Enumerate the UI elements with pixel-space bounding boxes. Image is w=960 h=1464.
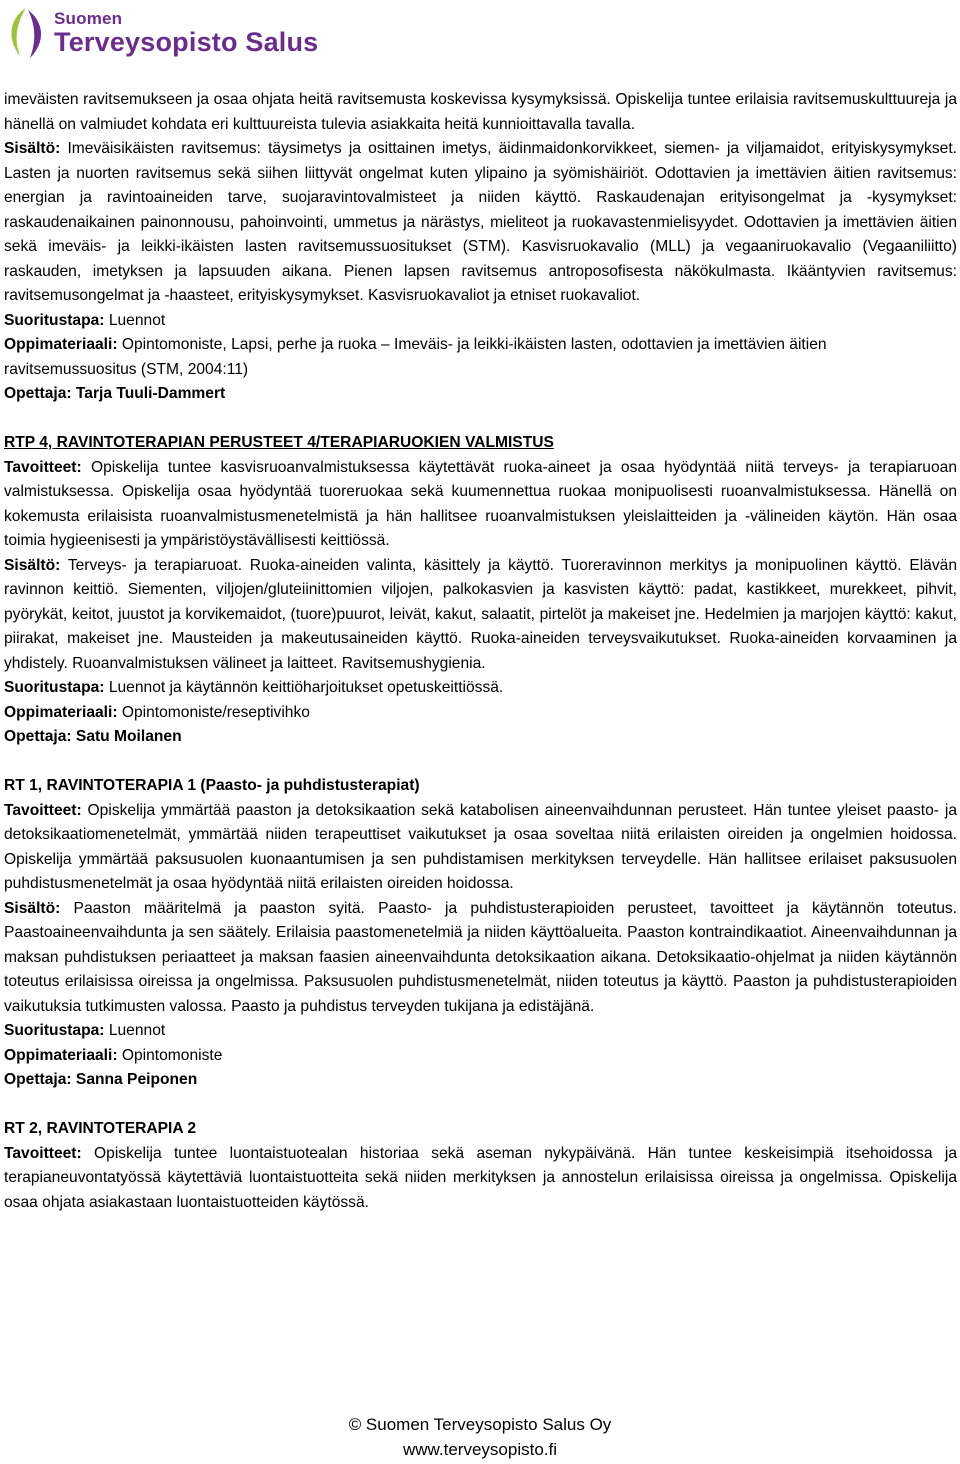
intro-sisalto	[4, 137, 957, 309]
footer	[0, 1412, 960, 1462]
oppimateriaali-text: Opintomoniste, Lapsi, perhe ja ruoka – Imeväis- ja leikki-ikäisten lasten, odottavien ja imettävien äitien ravitsemussuositus (STM, 2004:11)	[4, 336, 827, 378]
intro-suoritustapa	[4, 309, 957, 334]
rt1-suoritustapa	[4, 1019, 957, 1044]
sisalto-label: Sisältö:	[4, 556, 61, 574]
tavoitteet-label: Tavoitteet:	[4, 458, 82, 476]
logo-line-1: Suomen	[54, 9, 123, 28]
suoritustapa-label: Suoritustapa:	[4, 311, 105, 329]
tavoitteet-label: Tavoitteet:	[4, 1144, 82, 1162]
logo-line-2: Terveysopisto Salus	[54, 27, 319, 57]
oppimateriaali-text: Opintomoniste	[117, 1046, 223, 1064]
sisalto-text: Terveys- ja terapiaruoat. Ruoka-aineiden valinta, käsittely ja käyttö. Tuoreravinnon merkitys ja monipuolinen käyttö. Elävän ravinnon keittiö. Siementen, viljojen/gluteiinittomien viljojen, palkokasvien ja kasvisten käyttö: padat, kastikkeet, murekkeet, pihvit, pyörykät, keitot, juustot ja korvikemaidot, (tuore)puurot, leivät, kakut, salaatit, pirtelöt ja makeiset jne. Hedelmien ja marjojen käyttö: kakut, piirakat, makeiset jne. Mausteiden ja makeutusaineiden käyttö. Ruoka-aineiden terveysvaikutukset. Ruoka-aineiden korvaaminen ja yhdistely. Ruoanvalmistuksen välineet ja laitteet. Ravitsemushygienia.	[4, 556, 957, 672]
rt2-title: RT 2, RAVINTOTERAPIA 2	[4, 1120, 197, 1137]
tavoitteet-text: Opiskelija tuntee kasvisruoanvalmistuksessa käytettävät ruoka-aineet ja osaa hyödyntää niitä terveys- ja terapiaruoan valmistuksessa. Opiskelija osaa hyödyntää tuoreruokaa sekä kuumennettua ruokaa monipuolisesti ruoanvalmistuksessa. Hänellä on kokemusta erilaisista ruoanvalmistusmenetelmistä ja hän hallitsee ruoanvalmistuksen yleislaitteiden ja -välineiden käytön. Hän osaa toimia hygieenisesti ja ympäristöystävällisesti keittiössä.	[4, 458, 957, 549]
suoritustapa-label: Suoritustapa:	[4, 1022, 105, 1039]
footer-url[interactable]: www.terveysopisto.fi	[403, 1440, 557, 1459]
intro-opettaja: Opettaja: Tarja Tuuli-Dammert	[4, 385, 226, 402]
sisalto-text: Paaston määritelmä ja paaston syitä. Paasto- ja puhdistusterapioiden perusteet, tavoitteet ja käytännön toteutus. Paastoaineenvaihdunta ja sen säätely. Erilaisia paastomenetelmiä ja niiden käyttöalueita. Paaston kontraindikaatiot. Aineenvaihdunnan ja maksan puhdistuksen periaatteet ja maksan faasien aineenvaihdunta detoksikaation aikana. Detoksikaatio-ohjelmat ja niiden käytännön toteutus erilaisissa oireissa ja ongelmissa. Paksusuolen puhdistusmenetelmät, niiden toteutus ja käyttö. Paaston ja puhdistusterapioiden vaikutuksia tutkimusten valossa. Paasto ja puhdistus terveyden tukijana ja edistäjänä.	[4, 899, 957, 1015]
rtp4-suoritustapa	[4, 676, 957, 701]
rt1-sisalto	[4, 897, 957, 1020]
sisalto-label: Sisältö:	[4, 899, 61, 917]
suoritustapa-text: Luennot	[104, 1022, 166, 1039]
rt1-title: RT 1, RAVINTOTERAPIA 1 (Paasto- ja puhdistusterapiat)	[4, 777, 420, 794]
document-body	[4, 88, 957, 1215]
rt1-oppimateriaali	[4, 1044, 957, 1069]
rt1-tavoitteet	[4, 799, 957, 897]
intro-oppimateriaali	[4, 333, 957, 382]
sisalto-label: Sisältö:	[4, 140, 61, 157]
oppimateriaali-label: Oppimateriaali:	[4, 703, 118, 721]
suoritustapa-text: Luennot	[104, 311, 166, 329]
oppimateriaali-label: Oppimateriaali:	[4, 336, 118, 353]
intro-paragraph: imeväisten ravitsemukseen ja osaa ohjata heitä ravitsemusta koskevissa kysymyksissä. Opiskelija tuntee erilaisia ravitsemuskulttuureja ja hänellä on valmiudet kohdata eri kulttuureista tulevia asiakkaita heitä kunnioittavalla tavalla.	[4, 91, 957, 133]
suoritustapa-text: Luennot ja käytännön keittiöharjoitukset opetuskeittiössä.	[104, 679, 504, 696]
tavoitteet-text: Opiskelija tuntee luontaistuotealan historiaa sekä aseman nykypäivänä. Hän tuntee keskeisimpiä itsehoidossa ja terapianeuvontatyössä käytettäviä luontaistuotteita sekä niiden merkityksen ja annostelun erilaisissa oireissa ja ongelmissa. Opiskelija osaa ohjata asiakastaan luontaistuotteiden käytössä.	[4, 1144, 957, 1211]
oppimateriaali-label: Oppimateriaali:	[4, 1046, 118, 1064]
logo	[4, 2, 318, 64]
rtp4-opettaja: Opettaja: Satu Moilanen	[4, 728, 182, 745]
rt1-opettaja: Opettaja: Sanna Peiponen	[4, 1071, 198, 1088]
leaf-logo-icon	[4, 4, 48, 62]
rtp4-tavoitteet	[4, 456, 957, 554]
rt2-tavoitteet	[4, 1142, 957, 1216]
suoritustapa-label: Suoritustapa:	[4, 679, 105, 696]
sisalto-text: Imeväisikäisten ravitsemus: täysimetys ja osittainen imetys, äidinmaidonkorvikkeet, siemen- ja viljamaidot, erityiskysymykset. Lasten ja nuorten ravitsemus sekä siihen liittyvät ongelmat kuten ylipaino ja syömishäiriöt. Odottavien ja imettävien äitien ravitsemus: energian ja ravintoaineiden tarve, suojaravintovalmisteet ja niiden käyttö. Raskaudenajan erityisongelmat ja -kysymykset: raskaudenaikainen painonnousu, pahoinvointi, ummetus ja närästys, mieliteot ja ruokavastenmielisyydet. Odottavien ja imettävien äitien sekä imeväis- ja leikki-ikäisten lasten ravitsemussuositukset (STM). Kasvisruokavalio (MLL) ja vegaaniruokavalio (Vegaaniliitto) raskauden, imetyksen ja lapsuuden aikana. Pienen lapsen ravitsemus antroposofisesta näkökulmasta. Ikääntyvien ravitsemus: ravitsemusongelmat ja -haasteet, erityiskysymykset. Kasvisruokavaliot ja etniset ruokavaliot.	[4, 140, 957, 304]
tavoitteet-text: Opiskelija ymmärtää paaston ja detoksikaation sekä katabolisen aineenvaihdunnan perusteet. Hän tuntee yleiset paasto- ja detoksikaatiomenetelmät, ymmärtää niiden terapeuttiset vaikutukset ja osaa soveltaa niitä erilaisten oireiden ja ongelmien hoidossa. Opiskelija ymmärtää paksusuolen kuonaantumisen ja sen puhdistamisen merkityksen terveydelle. Hän hallitsee erilaiset paksusuolen puhdistusmenetelmät ja osaa hyödyntää niitä erilaisten oireiden hoidossa.	[4, 801, 957, 892]
rtp4-oppimateriaali	[4, 701, 957, 726]
footer-copyright: © Suomen Terveysopisto Salus Oy	[348, 1415, 612, 1434]
oppimateriaali-text: Opintomoniste/reseptivihko	[117, 703, 310, 721]
tavoitteet-label: Tavoitteet:	[4, 801, 82, 819]
rtp4-sisalto	[4, 554, 957, 677]
rtp4-title: RTP 4, RAVINTOTERAPIAN PERUSTEET 4/TERAPIARUOKIEN VALMISTUS	[4, 434, 554, 451]
